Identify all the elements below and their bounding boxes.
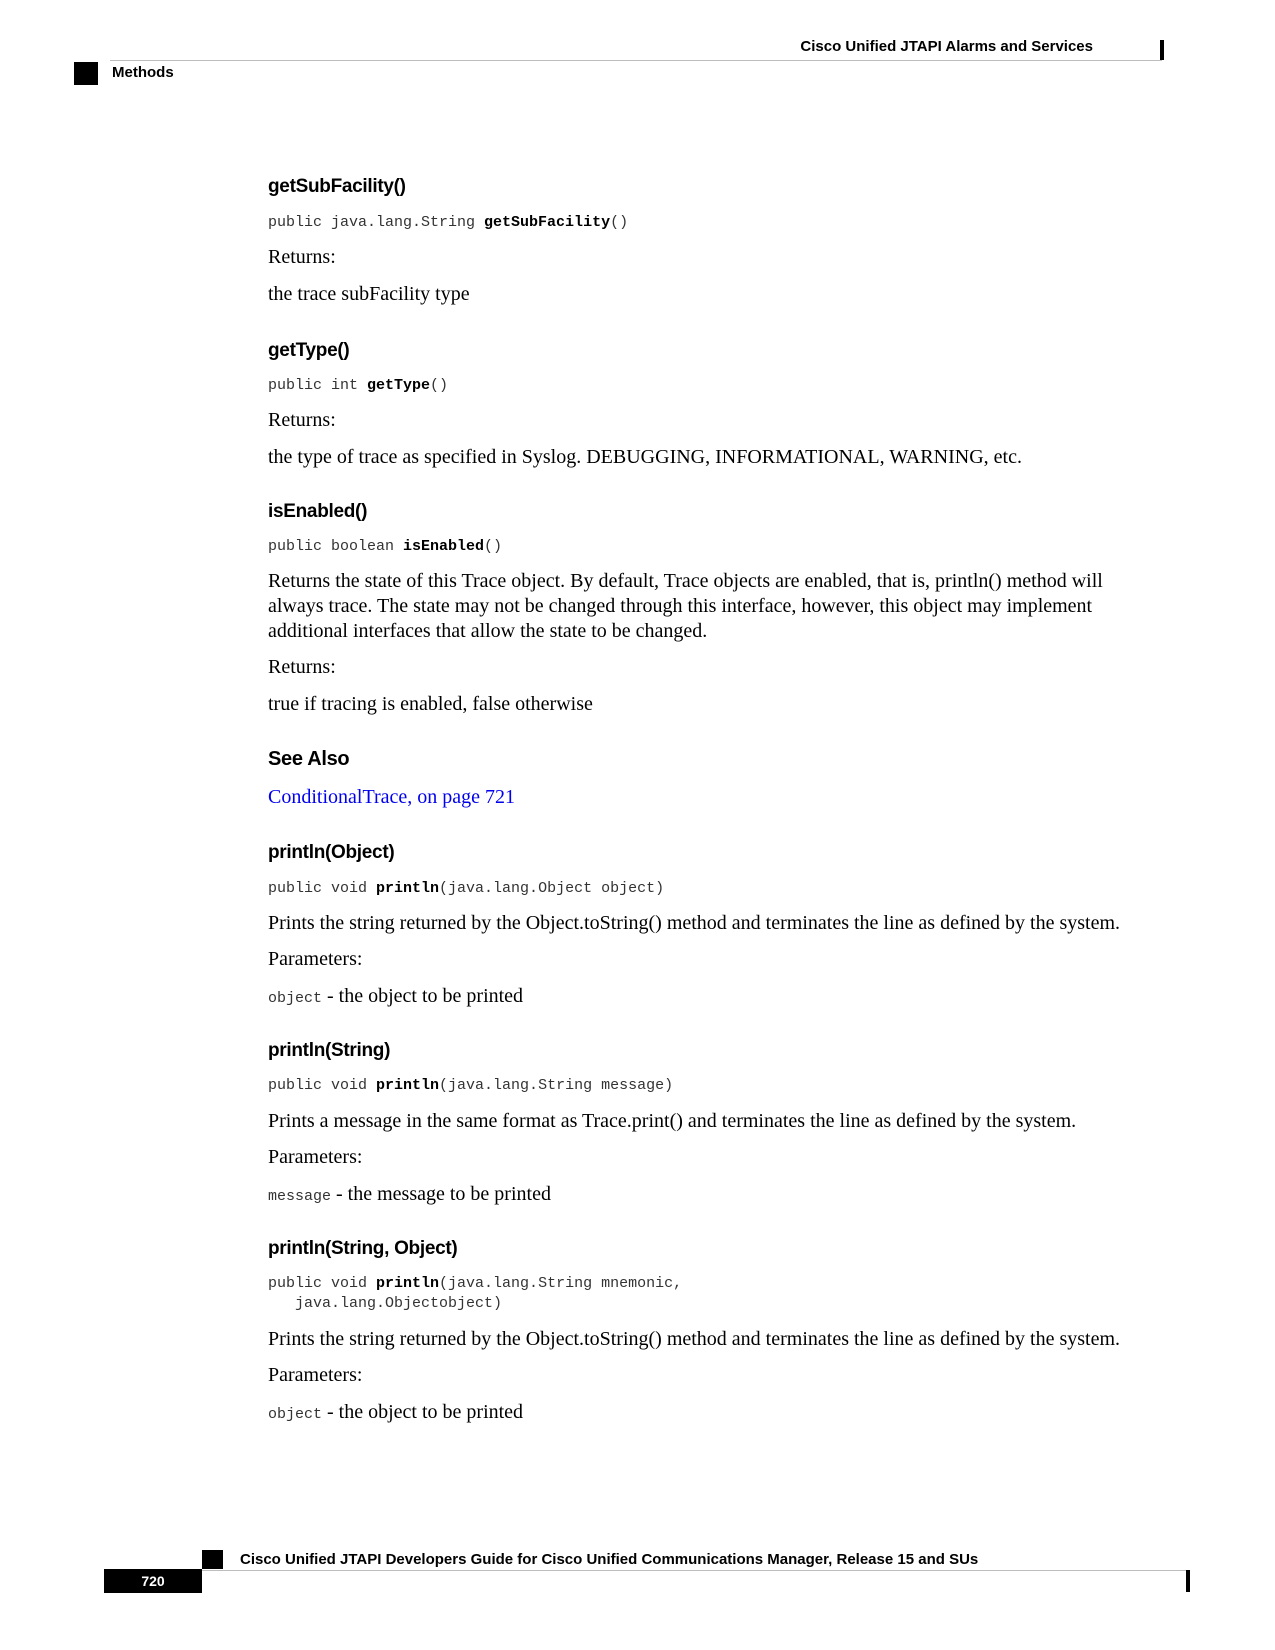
returns-text: true if tracing is enabled, false otherwise <box>268 693 593 715</box>
parameter-description: - the object to be printed <box>322 1401 524 1423</box>
method-signature <box>268 1274 682 1314</box>
parameter-name: object <box>268 990 323 1007</box>
parameter-description: - the message to be printed <box>331 1183 551 1205</box>
signature-method-name: println <box>376 1275 440 1292</box>
method-signature <box>268 537 502 557</box>
signature-method-name: println <box>376 880 440 897</box>
signature-method-name: println <box>376 1077 440 1094</box>
signature-prefix: public boolean <box>268 538 404 555</box>
parameters-label: Parameters: <box>268 948 363 970</box>
method-description: Prints a message in the same format as Trace.print() and terminates the line as defined by the system. <box>268 1110 1077 1132</box>
header-rule <box>110 60 1162 61</box>
parameter-entry <box>268 1182 1148 1209</box>
signature-suffix: () <box>484 538 503 555</box>
footer-edge-bar <box>1186 1570 1190 1592</box>
parameters-label: Parameters: <box>268 1364 363 1386</box>
signature-prefix: public void <box>268 880 377 897</box>
signature-method-name: getSubFacility <box>484 214 611 231</box>
chapter-title: Cisco Unified JTAPI Alarms and Services <box>800 38 1093 55</box>
method-signature <box>268 1076 673 1096</box>
signature-prefix: public java.lang.String <box>268 214 485 231</box>
method-signature <box>268 213 628 233</box>
method-description: Returns the state of this Trace object. By default, Trace objects are enabled, that is, println() method will always trace. The state may not be changed through this interface, however, this object may implement additional interfaces that allow the state to be changed. <box>268 570 1103 642</box>
signature-suffix: (java.lang.String mnemonic, <box>439 1275 683 1292</box>
signature-prefix: public void <box>268 1077 377 1094</box>
parameters-label: Parameters: <box>268 1146 363 1168</box>
signature-prefix: public int <box>268 377 368 394</box>
method-heading: println(String, Object) <box>268 1238 458 1259</box>
parameter-name: message <box>268 1188 332 1205</box>
signature-continuation: java.lang.Objectobject) <box>268 1295 503 1312</box>
signature-suffix: (java.lang.Object object) <box>439 880 665 897</box>
method-heading: println(String) <box>268 1040 391 1061</box>
method-heading: getType() <box>268 340 350 361</box>
signature-prefix: public void <box>268 1275 377 1292</box>
signature-suffix: (java.lang.String message) <box>439 1077 674 1094</box>
method-heading: isEnabled() <box>268 501 368 522</box>
method-signature <box>268 879 664 899</box>
section-marker <box>74 62 98 85</box>
method-heading: println(Object) <box>268 842 395 863</box>
signature-suffix: () <box>430 377 449 394</box>
guide-title: Cisco Unified JTAPI Developers Guide for Cisco Unified Communications Manager, Release 15 and SUs <box>240 1551 979 1568</box>
see-also-heading: See Also <box>268 748 350 770</box>
signature-method-name: isEnabled <box>403 538 485 555</box>
header-edge-bar <box>1160 40 1164 60</box>
signature-suffix: () <box>610 214 629 231</box>
method-description: Prints the string returned by the Object.toString() method and terminates the line as defined by the system. <box>268 912 1121 934</box>
returns-text: the type of trace as specified in Syslog. DEBUGGING, INFORMATIONAL, WARNING, etc. <box>268 446 1022 468</box>
method-signature <box>268 376 448 396</box>
method-heading: getSubFacility() <box>268 176 406 197</box>
returns-text: the trace subFacility type <box>268 283 470 305</box>
conditional-trace-link[interactable]: ConditionalTrace, on page 721 <box>268 786 516 808</box>
returns-label: Returns: <box>268 246 336 268</box>
parameter-entry <box>268 1400 1148 1427</box>
returns-label: Returns: <box>268 409 336 431</box>
section-title: Methods <box>112 64 174 81</box>
parameter-description: - the object to be printed <box>322 985 524 1007</box>
returns-label: Returns: <box>268 656 336 678</box>
signature-method-name: getType <box>367 377 431 394</box>
method-description: Prints the string returned by the Object.toString() method and terminates the line as defined by the system. <box>268 1328 1121 1350</box>
page-number: 720 <box>104 1569 202 1593</box>
parameter-name: object <box>268 1406 323 1423</box>
footer-rule <box>202 1570 1189 1571</box>
parameter-entry <box>268 984 1148 1011</box>
footer-marker <box>202 1550 223 1569</box>
